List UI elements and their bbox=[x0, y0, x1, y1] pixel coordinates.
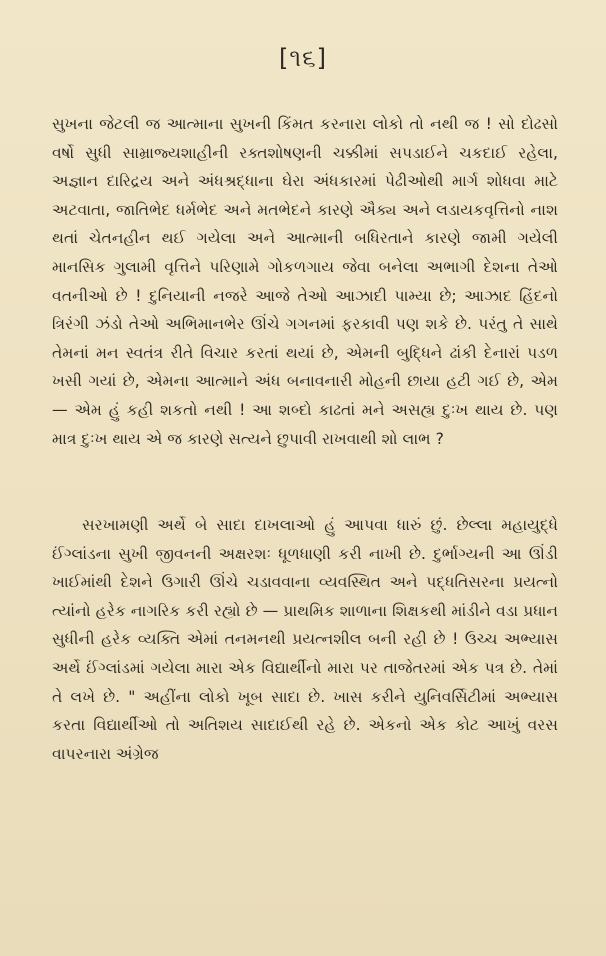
paragraph-2: સરખામણી અર્થે બે સાદા દાખલાઓ હું આપવા ધારું છું. છેલ્લા મહાયુદ્ધે ઈંગ્લાંડના સુખી જીવનની અક્ષરશઃ ધૂળધાણી કરી નાખી છે. દુર્ભાગ્યની આ ઊંડી ખાઈમાંથી દેશને ઉગારી ઊંચે ચડાવવાના વ્યવસ્થિત અને પદ્ધતિસરના પ્રયત્નો ત્યાંનો હરેક નાગરિક કરી રહ્યો છે — પ્રાથમિક શાળાના શિક્ષકથી માંડીને વડા પ્રધાન સુધીની હરેક વ્યક્તિ એમાં તનમનથી પ્રયત્નશીલ બની રહી છે ! ઉચ્ચ અભ્યાસ અર્થે ઈંગ્લાંડમાં ગયેલા મારા એક વિદ્યાર્થીનો મારા પર તાજેતરમાં એક પત્ર છે. તેમાં તે લખે છે. " અહીંના લોકો ખૂબ સાદા છે. ખાસ કરીને યુનિવર્સિટીમાં અભ્યાસ કરતા વિદ્યાર્થીઓ તો અતિશય સાદાઈથી રહે છે. એકનો એક કોટ આખું વરસ વાપરનારા અંગ્રેજ bbox=[52, 516, 558, 763]
paragraph-1: સુખના જેટલી જ આત્માના સુખની કિંમત કરનારા લોકો તો નથી જ ! સો દોઢસો વર્ષો સુધી સામ્રાજ્યશાહીની રક્તશોષણની ચક્કીમાં સપડાઈને ચકદાઈ રહેલા, અજ્ઞાન દારિદ્રય અને અંધશ્રદ્ધાના ઘેરા અંધકારમાં પેઢીઓથી માર્ગ શોધવા માટે અટવાતા, જાતિભેદ ધર્મભેદ અને મતભેદને કારણે ઐક્ય અને લડાયકવૃત્તિનો નાશ થતાં ચેતનહીન થઈ ગયેલા અને આત્માની બધિરતાને કારણે જામી ગયેલી માનસિક ગુલામી વૃત્તિને પરિણામે ગોકળગાય જેવા બનેલા અભાગી દેશના તેઓ વતનીઓ છે ! દુનિયાની નજરે આજે તેઓ આઝાદી પામ્યા છે; આઝાદ હિંદનો ત્રિરંગી ઝંડો તેઓ અભિમાનભેર ઊંચે ગગનમાં ફરકાવી પણ શકે છે. પરંતુ તે સાથે તેમનાં મન સ્વતંત્ર રીતે વિચાર કરતાં થયાં છે, એમની બુદ્ધિને ઢાંકી દેનારાં પડળ ખસી ગયાં છે, એમના આત્માને અંધ બનાવનારી મોહની છાયા હટી ગઈ છે, એમ — એમ હું કહી શકતો નથી ! આ શબ્દો કાઢતાં મને અસહ્ય દુઃખ થાય છે. પણ માત્ર દુઃખ થાય એ જ કારણે સત્યને છુપાવી રાખવાથી શો લાભ ? bbox=[52, 115, 558, 448]
page-number: [૧૬] bbox=[279, 44, 327, 72]
